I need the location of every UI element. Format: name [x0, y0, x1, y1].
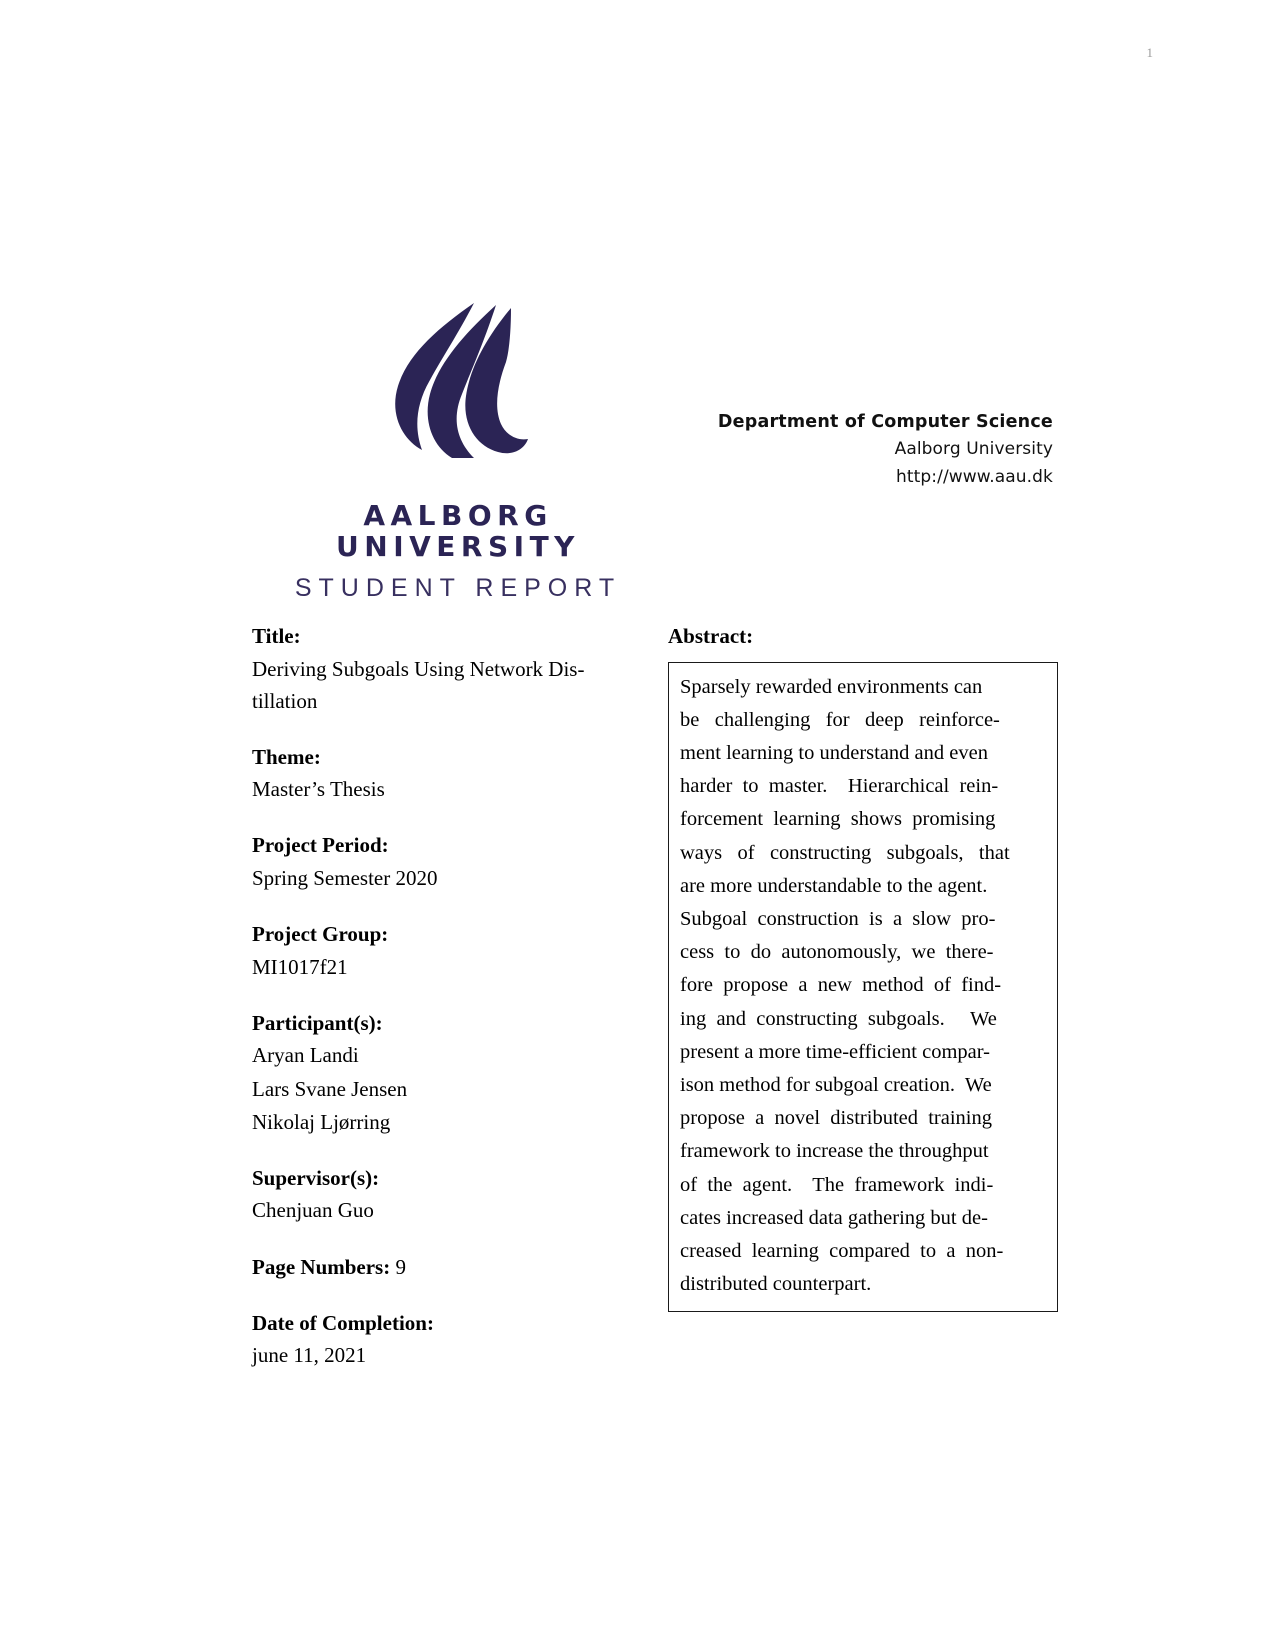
university-logo-block [248, 300, 668, 602]
abstract-line: Subgoal construction is a slow pro- [680, 907, 996, 930]
field-project-group [252, 918, 652, 984]
field-theme-label: Theme: [252, 744, 321, 769]
abstract-line: cess to do autonomously, we there- [680, 941, 994, 964]
aalborg-university-flame-logo-icon [378, 300, 538, 465]
field-supervisors-label: Supervisor(s): [252, 1165, 380, 1190]
list-item: Aryan Landi [252, 1043, 359, 1068]
abstract-line: propose a novel distributed training [680, 1107, 992, 1130]
abstract-line: Sparsely rewarded environments can [680, 675, 983, 698]
field-page-numbers-label: Page Numbers: [252, 1254, 391, 1279]
abstract-line: ways of constructing subgoals, that [680, 841, 1010, 864]
department-name: Department of Computer Science [717, 412, 1053, 432]
report-metadata-column [252, 620, 652, 1395]
abstract-line: fore propose a new method of find- [680, 974, 1002, 997]
field-participants [252, 1007, 652, 1139]
abstract-line: ment learning to understand and even [680, 741, 988, 764]
field-date-label: Date of Completion: [252, 1310, 434, 1335]
list-item: Nikolaj Ljørring [252, 1109, 391, 1134]
field-title-value-line1: Deriving Subgoals Using Network Dis- [252, 656, 585, 681]
field-date-value: june 11, 2021 [252, 1343, 367, 1368]
field-project-period-value: Spring Semester 2020 [252, 865, 438, 890]
abstract-column [668, 620, 1058, 1312]
abstract-line: distributed counterpart. [680, 1273, 872, 1296]
field-title-label: Title: [252, 624, 301, 648]
abstract-label: Abstract: [668, 624, 754, 648]
abstract-line: are more understandable to the agent. [680, 874, 988, 897]
abstract-line: creased learning compared to a non- [680, 1240, 1004, 1262]
field-page-numbers [252, 1251, 652, 1284]
abstract-line: framework to increase the throughput [680, 1140, 989, 1163]
field-date-of-completion [252, 1307, 652, 1373]
field-supervisors [252, 1162, 652, 1228]
logo-wordmark: AALBORG UNIVERSITY [336, 499, 580, 563]
field-project-group-label: Project Group: [252, 922, 389, 947]
logo-subwordmark: STUDENT REPORT [294, 573, 622, 602]
abstract-line: ing and constructing subgoals. We [680, 1007, 997, 1030]
abstract-box [668, 662, 1058, 1313]
field-theme-value: Master’s Thesis [252, 777, 385, 802]
field-title-value [252, 653, 652, 718]
field-project-period [252, 829, 652, 895]
list-item: Lars Svane Jensen [252, 1076, 408, 1101]
abstract-line: forcement learning shows promising [680, 808, 996, 831]
supervisors-list [252, 1194, 652, 1227]
abstract-line: of the agent. The framework indi- [680, 1173, 994, 1196]
field-theme [252, 741, 652, 807]
abstract-line: cates increased data gathering but de- [680, 1206, 988, 1229]
field-page-numbers-value: 9 [395, 1254, 406, 1279]
abstract-line: ison method for subgoal creation. We [680, 1073, 992, 1096]
report-info-columns [0, 620, 1275, 1440]
page-number: 1 [1146, 45, 1153, 60]
abstract-line: harder to master. Hierarchical rein- [680, 775, 999, 798]
department-url[interactable]: http://www.aau.dk [896, 466, 1053, 487]
field-title [252, 620, 652, 718]
field-project-group-value: MI1017f21 [252, 954, 348, 979]
department-block [718, 408, 1053, 491]
list-item: Chenjuan Guo [252, 1198, 374, 1223]
participants-list [252, 1039, 652, 1139]
field-project-period-label: Project Period: [252, 833, 389, 858]
field-title-value-line2: tillation [252, 689, 318, 714]
abstract-line: present a more time-efficient compar- [680, 1040, 990, 1063]
department-university: Aalborg University [894, 439, 1053, 460]
abstract-line: be challenging for deep reinforce- [680, 708, 1000, 731]
field-participants-label: Participant(s): [252, 1010, 383, 1035]
